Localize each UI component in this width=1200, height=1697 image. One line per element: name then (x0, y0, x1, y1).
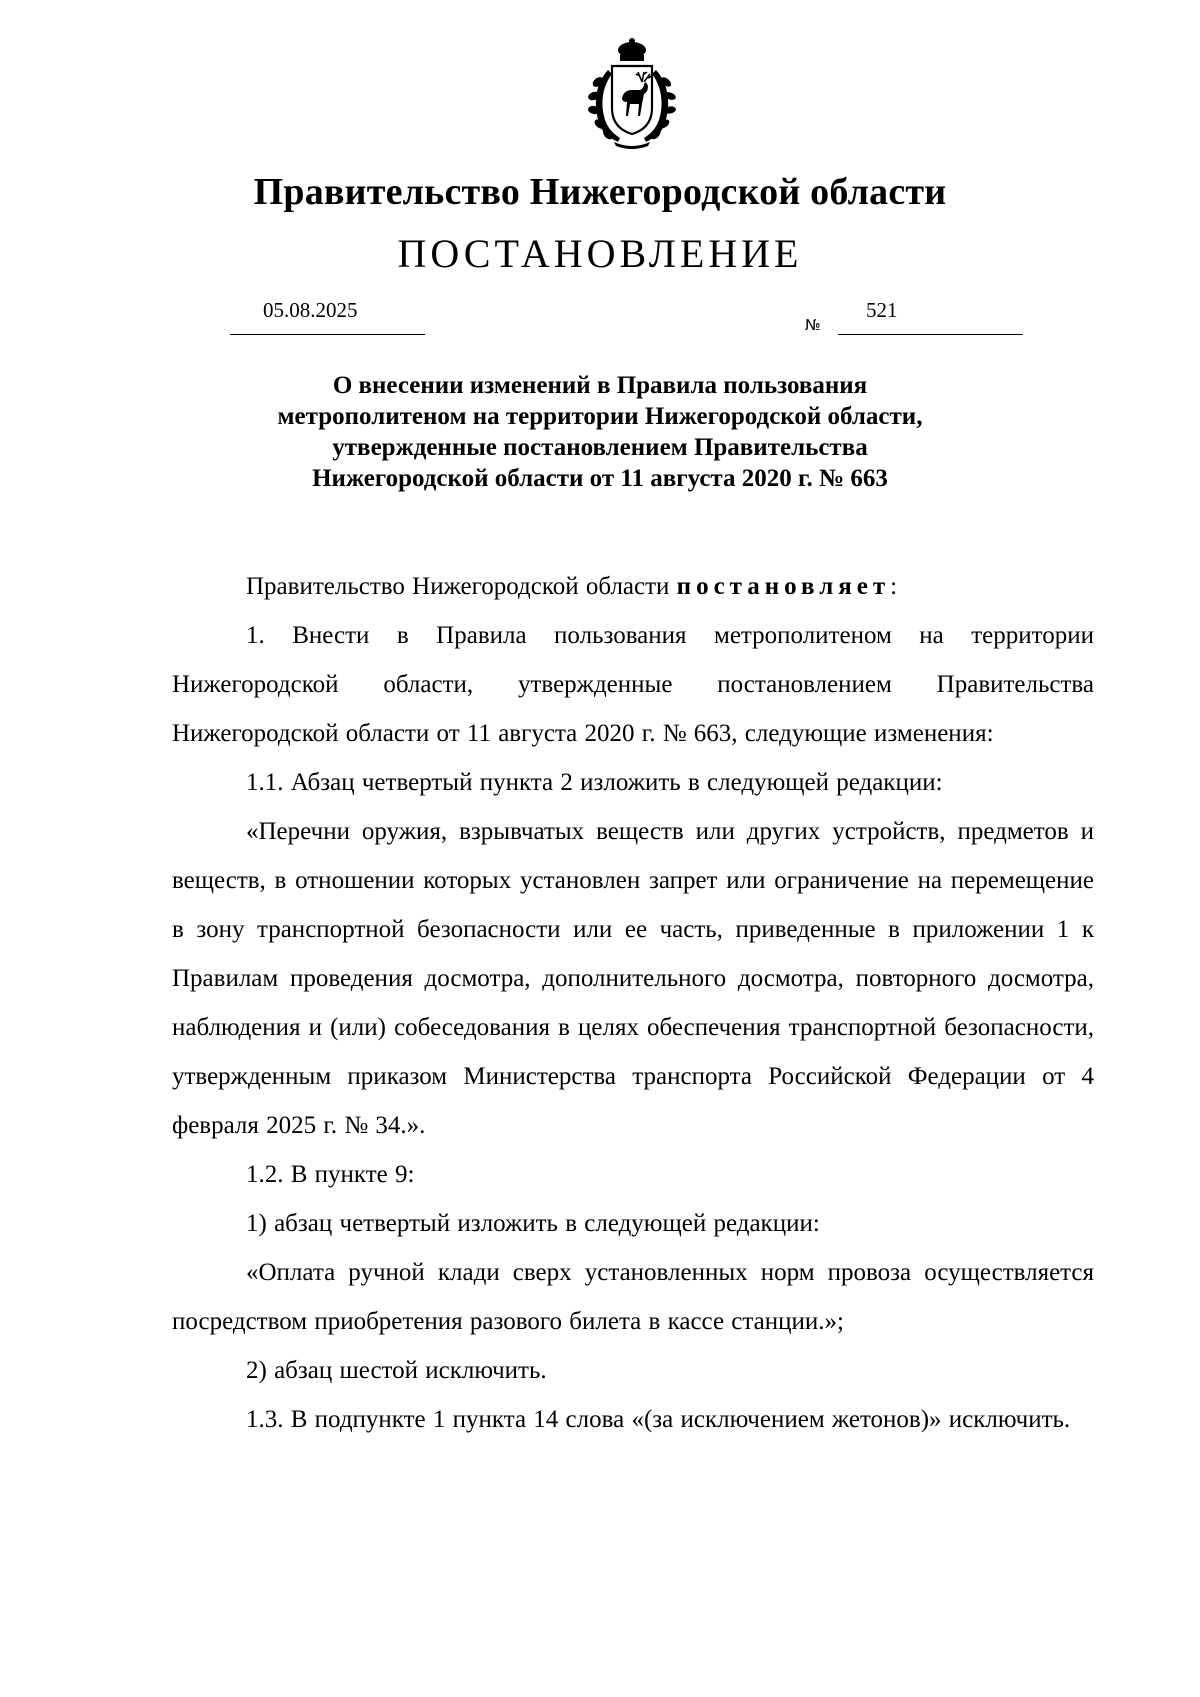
organization-title: Правительство Нижегородской области (253, 171, 947, 213)
date-field (230, 298, 425, 335)
intro-prefix: Правительство Нижегородской области (246, 573, 677, 600)
subject-line: Нижегородской области от 11 августа 2020 г. № 663 (312, 465, 888, 492)
number-field (838, 298, 1023, 335)
document-date: 05.08.2025 (263, 298, 358, 322)
subject-line: О внесении изменений в Правила пользования (332, 372, 868, 399)
paragraph-1: 1. Внести в Правила пользования метрополитеном на территории Нижегородской области, утвержденные постановлением Правительства Нижегородской области от 11 августа 2020 г. № 663, следующие изменения: (172, 622, 1094, 747)
subject-line: утвержденные постановлением Правительства (332, 434, 868, 461)
paragraph-1-2-1: 1) абзац четвертый изложить в следующей редакции: (246, 1210, 820, 1237)
paragraph-1-1-quote: «Перечни оружия, взрывчатых веществ или других устройств, предметов и веществ, в отношении которых установлен запрет или ограничение на перемещение в зону транспортной безопасности или ее часть, приведенные в приложении 1 к Правилам проведения досмотра, дополнительного досмотра, повторного досмотра, наблюдения и (или) собеседования в целях обеспечения транспортной безопасности, утвержденным приказом Министерства транспорта Российской Федерации от 4 февраля 2025 г. № 34.». (172, 818, 1094, 1139)
coat-of-arms-icon (578, 38, 686, 150)
intro-suffix: : (890, 573, 898, 600)
subject-line: метрополитеном на территории Нижегородской области, (277, 403, 923, 430)
paragraph-1-1: 1.1. Абзац четвертый пункта 2 изложить в следующей редакции: (246, 769, 943, 796)
intro-keyword: постановляет (676, 573, 891, 600)
paragraph-1-2: 1.2. В пункте 9: (246, 1161, 415, 1188)
paragraph-1-2-1-quote: «Оплата ручной клади сверх установленных норм провоза осуществляется посредством приобретения разового билета в кассе станции.»; (172, 1259, 1094, 1335)
intro-paragraph (172, 562, 1094, 611)
number-label: № (805, 316, 821, 334)
paragraph-1-2-2: 2) абзац шестой исключить. (246, 1357, 547, 1384)
paragraph-1-3: 1.3. В подпункте 1 пункта 14 слова «(за исключением жетонов)» исключить. (246, 1406, 1071, 1433)
document-subject (0, 370, 1200, 494)
document-type: ПОСТАНОВЛЕНИЕ (397, 231, 803, 276)
document-body (172, 562, 1094, 1444)
document-number: 521 (866, 298, 898, 322)
